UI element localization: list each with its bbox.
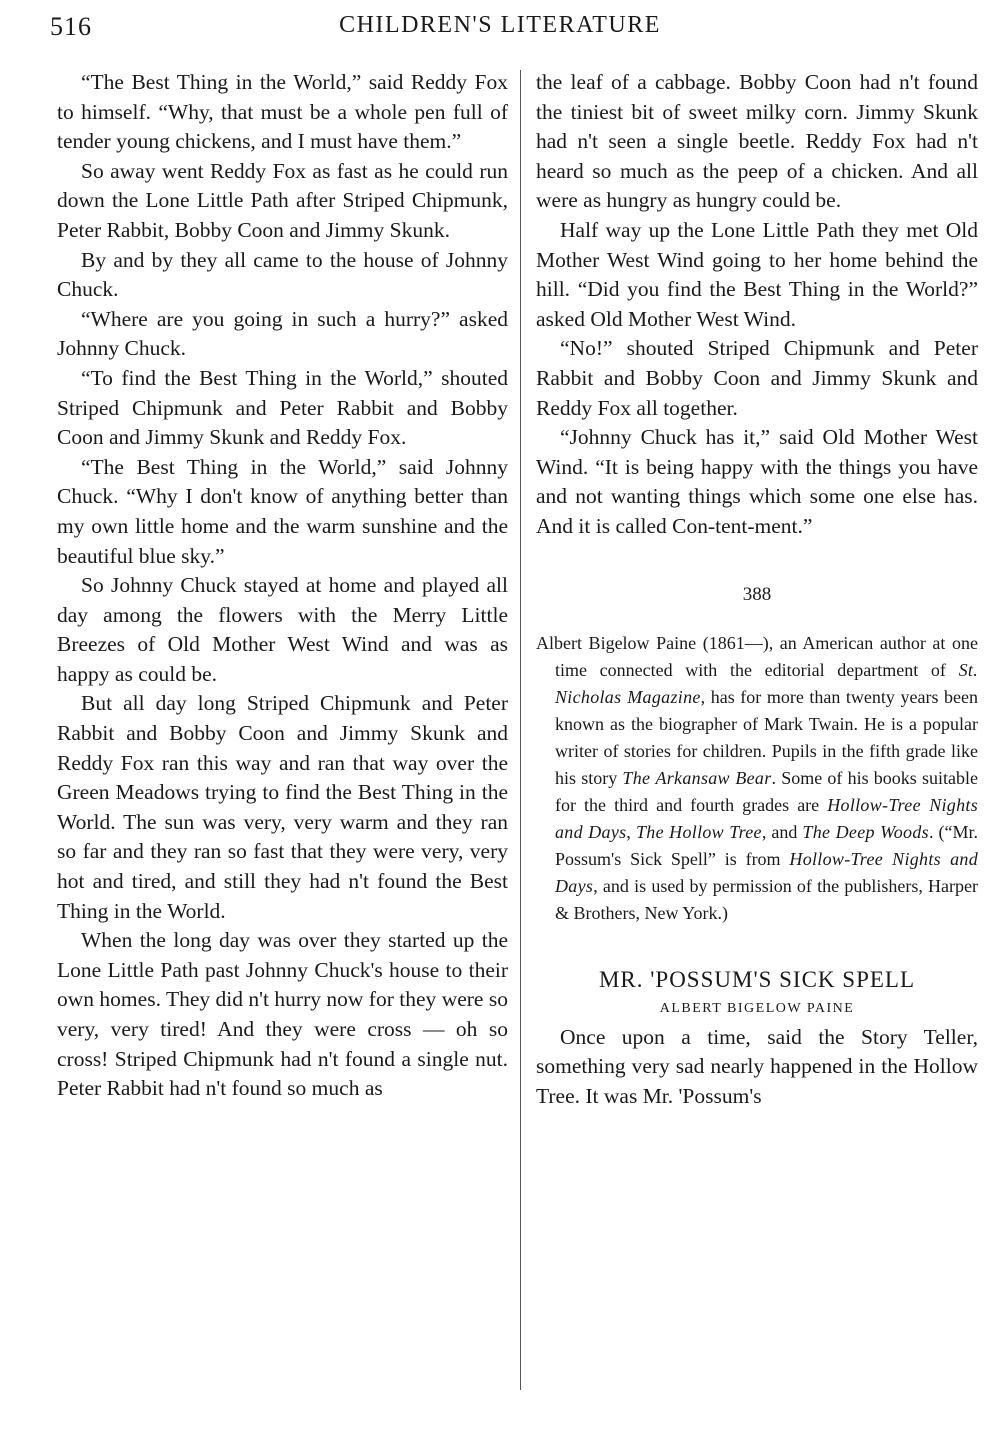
paragraph: So away went Reddy Fox as fast as he could run down the Lone Little Path after Striped Chipmunk, Peter Rabbit, Bobby Coon and Jimmy Skunk. xyxy=(57,158,508,242)
author-biography xyxy=(536,630,978,927)
left-column xyxy=(57,68,508,1104)
paragraph: “To find the Best Thing in the World,” shouted Striped Chipmunk and Peter Rabbit and Bobby Coon and Jimmy Skunk and Reddy Fox. xyxy=(57,365,508,450)
paragraph: When the long day was over they started up the Lone Little Path past Johnny Chuck's house to their own homes. They did n't hurry now for they were so very, very tired! And they were cross — oh so cross! Striped Chipmunk had n't found a single nut. Peter Rabbit had n't found so much as xyxy=(57,928,508,1101)
paragraph: “Johnny Chuck has it,” said Old Mother West Wind. “It is being happy with the things you have and not wanting things which some one else has. And it is called Con-tent-ment.” xyxy=(536,425,978,538)
paragraph: “No!” shouted Striped Chipmunk and Peter Rabbit and Bobby Coon and Jimmy Skunk and Reddy Fox all together. xyxy=(536,336,978,420)
bio-text: , has for more than twenty years been known as the biographer of Mark Twain. He is a popular writer of stories for children. Pupils in the fifth grade like his story xyxy=(555,686,978,788)
story-opening: Once upon a time, said the Story Teller, something very sad nearly happened in the Hollow Tree. It was Mr. 'Possum's xyxy=(536,1024,978,1108)
paragraph: By and by they all came to the house of Johnny Chuck. xyxy=(57,247,508,302)
paragraph: “Where are you going in such a hurry?” asked Johnny Chuck. xyxy=(57,306,508,361)
bio-text: , and xyxy=(761,821,803,842)
bio-text: , and is used by permission of the publishers, Harper & Brothers, New York.) xyxy=(555,875,978,923)
paragraph: But all day long Striped Chipmunk and Peter Rabbit and Bobby Coon and Jimmy Skunk and Reddy Fox ran this way and ran that way over the Green Meadows trying to find the Best Thing in the World. The sun was very, very warm and they ran so far and they ran so fast that they were very, very hot and tired, and still they had n't found the Best Thing in the World. xyxy=(57,691,508,923)
bio-title: The Arkansaw Bear xyxy=(622,767,772,788)
story-title: MR. 'POSSUM'S SICK SPELL xyxy=(598,966,916,992)
paragraph: “The Best Thing in the World,” said Johnny Chuck. “Why I don't know of anything better than my own little home and the warm sunshine and the beautiful blue sky.” xyxy=(57,454,508,568)
bio-text: . (“Mr. Possum's Sick Spell” is from xyxy=(555,821,978,869)
bio-text: Albert Bigelow Paine (1861—), an American author at one time connected with the editorial department of xyxy=(536,632,978,680)
bio-text: . Some of his books suitable for the third and fourth grades are xyxy=(555,767,978,815)
bio-title: Hollow-Tree Nights and Days xyxy=(555,794,979,842)
paragraph: “The Best Thing in the World,” said Reddy Fox to himself. “Why, that must be a whole pen full of tender young chickens, and I must have them.” xyxy=(57,70,508,154)
page-number: 516 xyxy=(50,12,92,41)
column-divider xyxy=(520,70,521,1390)
bio-title: St. Nicholas Magazine xyxy=(555,659,978,707)
paragraph: the leaf of a cabbage. Bobby Coon had n't found the tiniest bit of sweet milky corn. Jimmy Skunk had n't seen a single beetle. Reddy Fox had n't heard so much as the peep of a chicken. And all were as hungry as hungry could be. xyxy=(536,70,978,213)
bio-title: The Deep Woods xyxy=(802,821,929,842)
paragraph: Half way up the Lone Little Path they met Old Mother West Wind going to her home behind the hill. “Did you find the Best Thing in the World?” asked Old Mother West Wind. xyxy=(536,217,978,331)
right-column xyxy=(536,68,978,1111)
running-title: CHILDREN'S LITERATURE xyxy=(339,12,661,38)
story-author: ALBERT BIGELOW PAINE xyxy=(659,1000,855,1016)
paragraph: So Johnny Chuck stayed at home and played all day among the flowers with the Merry Little Breezes of Old Mother West Wind and was as happy as could be. xyxy=(57,573,508,686)
bio-title: Hollow-Tree Nights and Days xyxy=(555,848,978,896)
bio-text: , xyxy=(626,821,636,842)
selection-number: 388 xyxy=(742,583,772,605)
bio-title: The Hollow Tree xyxy=(635,821,762,842)
